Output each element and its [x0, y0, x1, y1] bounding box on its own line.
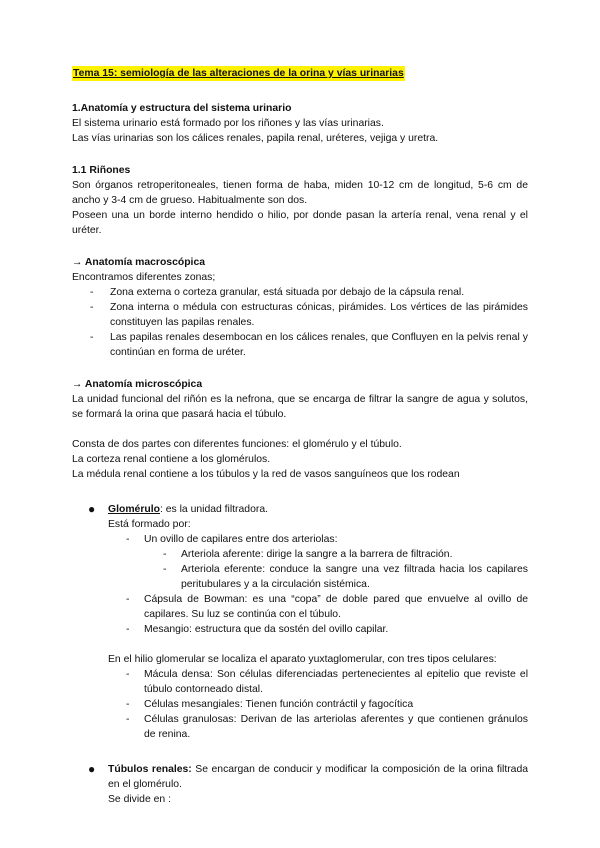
paragraph: Son órganos retroperitoneales, tienen forma de haba, miden 10-12 cm de longitud, 5-6 cm de ancho y 3-4 cm de grueso. Habitualmente son dos. [72, 180, 528, 206]
paragraph: La unidad funcional del riñón es la nefrona, que se encarga de filtrar la sangre de agua y solutos, se formará la orina que pasará hacia el túbulo. [72, 394, 528, 420]
term: Glomérulo [108, 504, 160, 515]
paragraph: Encontramos diferentes zonas; [72, 272, 216, 283]
paragraph: Se divide en : [108, 794, 171, 805]
page-title: Tema 15: semiología de las alteraciones de la orina y vías urinarias [73, 68, 404, 79]
dash-marker: - [126, 534, 130, 545]
bullet-item-tubulos: ● Túbulos renales: Se encargan de conducir y modificar la composición de la orina filtrada en el glomérulo. [88, 762, 529, 790]
term: Túbulos renales: [108, 764, 192, 775]
paragraph: La corteza renal contiene a los glomérulos. [72, 454, 271, 465]
bullet-icon: ● [88, 502, 96, 516]
dash-marker: - [126, 624, 130, 635]
paragraph: Las vías urinarias son los cálices renales, papila renal, uréteres, vejiga y uretra. [72, 133, 439, 144]
list-item: - Células granulosas: Derivan de las arteriolas aferentes y que contienen gránulos de renina. [126, 714, 528, 740]
list-item: - Zona externa o corteza granular, está situada por debajo de la cápsula renal. [90, 287, 465, 298]
dash-marker: - [163, 549, 167, 560]
list-item: - Células mesangiales: Tienen función contráctil y fagocítica [126, 699, 414, 710]
dash-marker: - [163, 564, 167, 575]
dash-marker: - [90, 332, 94, 343]
list-item: - Las papilas renales desembocan en los cálices renales, que Confluyen en la pelvis renal y continúan en forma de uréter. [90, 332, 528, 358]
dash-marker: - [126, 699, 130, 710]
dash-marker: - [126, 594, 130, 605]
section-1-1-heading: 1.1 Riñones [72, 165, 131, 176]
sub-list-item: - Arteriola eferente: conduce la sangre una vez filtrada hacia los capilares peritubulares y a la circulación sistémica. [163, 564, 528, 590]
paragraph: Está formado por: [108, 519, 191, 530]
sub-list-item: - Arteriola aferente: dirige la sangre a la barrera de filtración. [163, 549, 453, 560]
paragraph: La médula renal contiene a los túbulos y la red de vasos sanguíneos que los rodean [72, 469, 460, 480]
list-item: - Un ovillo de capilares entre dos arteriolas: [126, 534, 338, 545]
list-item: - Zona interna o médula con estructuras cónicas, pirámides. Los vértices de las pirámides constituyen las papilas renales. [90, 302, 528, 328]
section-1-heading: 1.Anatomía y estructura del sistema urinario [72, 103, 292, 114]
paragraph: Poseen una un borde interno hendido o hilio, por donde pasan la artería renal, vena renal y el uréter. [72, 210, 528, 236]
bullet-icon: ● [88, 762, 96, 776]
list-item: - Cápsula de Bowman: es una “copa” de doble pared que envuelve al ovillo de capilares. Su luz se continúa con el túbulo. [126, 594, 528, 620]
document-body [72, 66, 528, 807]
dash-marker: - [90, 287, 94, 298]
bullet-item-glomerulo: ● Glomérulo: es la unidad filtradora. [88, 502, 268, 516]
dash-marker: - [126, 714, 130, 725]
paragraph: Consta de dos partes con diferentes funciones: el glomérulo y el túbulo. [72, 439, 402, 450]
dash-marker: - [90, 302, 94, 313]
dash-marker: - [126, 669, 130, 680]
paragraph: En el hilio glomerular se localiza el aparato yuxtaglomerular, con tres tipos celulares: [108, 654, 497, 665]
microscopic-heading: → Anatomía microscópica [72, 379, 203, 390]
list-item: - Mácula densa: Son células diferenciadas pertenecientes al epitelio que reviste el túbulo contorneado distal. [126, 669, 528, 695]
paragraph: El sistema urinario está formado por los riñones y las vías urinarias. [72, 118, 384, 129]
list-item: - Mesangio: estructura que da sostén del ovillo capilar. [126, 624, 389, 635]
macroscopic-heading: → Anatomía macroscópica [72, 257, 206, 268]
